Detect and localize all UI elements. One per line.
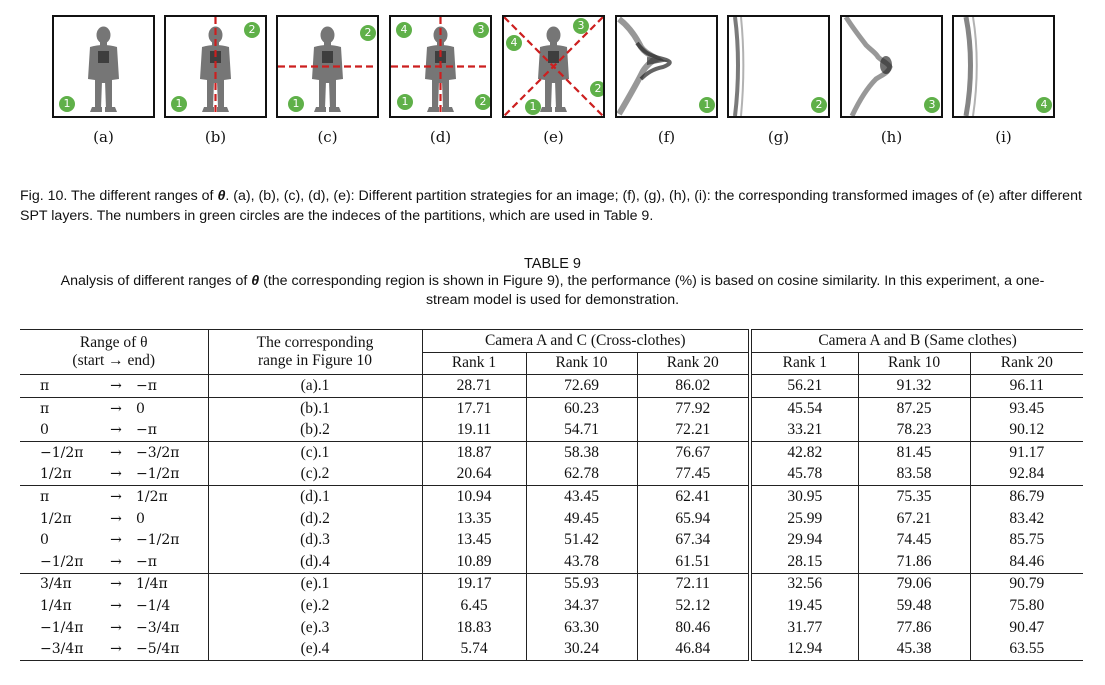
header-range-line2: (start → end)	[72, 352, 156, 370]
figure-range-cell: (b).2	[208, 419, 422, 441]
header-range	[20, 330, 208, 375]
figure-range-cell: (d).2	[208, 508, 422, 530]
range-end: −3/4π	[136, 619, 180, 636]
range-cell	[20, 397, 208, 419]
cross-rank-value: 63.30	[526, 617, 637, 639]
header-corr-line2: range in Figure 10	[257, 352, 373, 370]
range-start: −1/2π	[40, 553, 84, 570]
cross-rank-value: 86.02	[637, 375, 750, 398]
panel-e-person-image	[502, 15, 605, 118]
cross-rank-value: 62.78	[526, 464, 637, 486]
range-end: −1/2π	[136, 466, 180, 483]
same-rank-value: 63.55	[970, 638, 1083, 660]
same-rank-value: 67.21	[858, 508, 970, 530]
same-rank-value: 75.80	[970, 595, 1083, 617]
header-group-cross-clothes: Camera A and C (Cross-clothes)	[422, 330, 750, 353]
right-arrow-icon: →	[110, 553, 122, 570]
cross-rank-value: 76.67	[637, 441, 750, 463]
range-start: −1/2π	[40, 444, 84, 461]
same-rank-value: 77.86	[858, 617, 970, 639]
panel-h-transformed-image	[840, 15, 943, 118]
cross-rank-value: 13.45	[422, 529, 526, 551]
cross-rank-value: 17.71	[422, 397, 526, 419]
cross-rank-value: 43.78	[526, 551, 637, 573]
caption-theta: θ	[217, 188, 226, 204]
range-end: 1/4π	[136, 576, 168, 593]
table-row	[20, 573, 1083, 595]
cross-rank-value: 6.45	[422, 595, 526, 617]
cross-rank-value: 62.41	[637, 486, 750, 508]
badge-e-4: 4	[506, 35, 522, 51]
figure-range-cell: (d).4	[208, 551, 422, 573]
range-end: −π	[136, 377, 157, 394]
subfig-label-a: (a)	[93, 128, 114, 146]
same-rank-value: 33.21	[750, 419, 858, 441]
same-rank-value: 90.47	[970, 617, 1083, 639]
cross-rank-value: 18.87	[422, 441, 526, 463]
header-range-line1: Range of θ	[79, 334, 148, 352]
same-rank-value: 75.35	[858, 486, 970, 508]
same-rank-value: 59.48	[858, 595, 970, 617]
same-rank-value: 86.79	[970, 486, 1083, 508]
table-row	[20, 638, 1083, 660]
badge-g-2: 2	[811, 97, 827, 113]
table-caption-body: (the corresponding region is shown in Figure 9), the performance (%) is based on cosine similarity. In this experiment, a one-stream model is used for demonstration.	[259, 273, 1045, 308]
table-body	[20, 375, 1083, 661]
range-end: 0	[136, 510, 145, 527]
panel-g-transformed-image	[727, 15, 830, 118]
right-arrow-icon: →	[110, 532, 122, 549]
panel-f-transformed-image	[615, 15, 718, 118]
table-row	[20, 441, 1083, 463]
right-arrow-icon: →	[110, 444, 122, 461]
range-start: π	[40, 488, 50, 505]
same-rank-value: 45.38	[858, 638, 970, 660]
subfig-label-h: (h)	[880, 128, 903, 146]
subfig-label-g: (g)	[767, 128, 790, 146]
range-cell	[20, 419, 208, 441]
figure-range-cell: (c).1	[208, 441, 422, 463]
table-row	[20, 375, 1083, 398]
range-end: −π	[136, 553, 157, 570]
same-rank-value: 74.45	[858, 529, 970, 551]
same-rank-value: 93.45	[970, 397, 1083, 419]
subfig-label-e: (e)	[543, 128, 564, 146]
cross-rank-value: 51.42	[526, 529, 637, 551]
figure-range-cell: (e).2	[208, 595, 422, 617]
same-rank-value: 83.58	[858, 464, 970, 486]
results-table	[20, 329, 1083, 661]
same-rank-value: 90.79	[970, 573, 1083, 595]
table-row	[20, 419, 1083, 441]
panel-a-person-image	[52, 15, 155, 118]
subfig-label-c: (c)	[317, 128, 338, 146]
range-end: −1/2π	[136, 532, 180, 549]
same-rank-value: 81.45	[858, 441, 970, 463]
cross-rank-value: 77.45	[637, 464, 750, 486]
badge-f-1: 1	[699, 97, 715, 113]
cross-rank-value: 19.11	[422, 419, 526, 441]
cross-rank-value: 54.71	[526, 419, 637, 441]
same-rank-value: 31.77	[750, 617, 858, 639]
range-cell	[20, 464, 208, 486]
same-rank-value: 91.17	[970, 441, 1083, 463]
same-rank-value: 12.94	[750, 638, 858, 660]
right-arrow-icon: →	[110, 619, 122, 636]
badge-b-1: 1	[171, 96, 187, 112]
table-row	[20, 529, 1083, 551]
panel-i-transformed-image	[952, 15, 1055, 118]
subheader-cross-rank: Rank 1	[422, 352, 526, 375]
cross-rank-value: 77.92	[637, 397, 750, 419]
subheader-cross-rank: Rank 20	[637, 352, 750, 375]
same-rank-value: 85.75	[970, 529, 1083, 551]
range-start: 1/2π	[40, 466, 72, 483]
same-rank-value: 28.15	[750, 551, 858, 573]
range-cell	[20, 486, 208, 508]
cross-rank-value: 43.45	[526, 486, 637, 508]
cross-rank-value: 10.89	[422, 551, 526, 573]
cross-rank-value: 72.21	[637, 419, 750, 441]
same-rank-value: 71.86	[858, 551, 970, 573]
cross-rank-value: 34.37	[526, 595, 637, 617]
range-end: −3/2π	[136, 444, 180, 461]
panel-b-person-image	[164, 15, 267, 118]
same-rank-value: 45.78	[750, 464, 858, 486]
right-arrow-icon: →	[110, 641, 122, 658]
badge-d-3: 3	[473, 22, 489, 38]
badge-e-1: 1	[525, 99, 541, 115]
same-rank-value: 19.45	[750, 595, 858, 617]
table-row	[20, 508, 1083, 530]
badge-d-2: 2	[475, 94, 491, 110]
cross-rank-value: 58.38	[526, 441, 637, 463]
same-rank-value: 25.99	[750, 508, 858, 530]
figure-range-cell: (e).1	[208, 573, 422, 595]
range-end: 1/2π	[136, 488, 168, 505]
same-rank-value: 42.82	[750, 441, 858, 463]
header-corr-line1: The corresponding	[256, 334, 374, 352]
header-group-same-clothes: Camera A and B (Same clothes)	[750, 330, 1083, 353]
panel-d-person-image	[389, 15, 492, 118]
cross-rank-value: 13.35	[422, 508, 526, 530]
cross-rank-value: 19.17	[422, 573, 526, 595]
subfig-label-f: (f)	[657, 128, 676, 146]
table-caption	[40, 272, 1065, 310]
badge-d-4: 4	[396, 22, 412, 38]
same-rank-value: 32.56	[750, 573, 858, 595]
same-rank-value: 87.25	[858, 397, 970, 419]
right-arrow-icon: →	[110, 466, 122, 483]
person-silhouette-icon	[504, 17, 603, 116]
same-rank-value: 84.46	[970, 551, 1083, 573]
cross-rank-value: 67.34	[637, 529, 750, 551]
badge-a-1: 1	[59, 96, 75, 112]
table-row	[20, 464, 1083, 486]
subfig-label-b: (b)	[204, 128, 227, 146]
range-cell	[20, 595, 208, 617]
cross-rank-value: 20.64	[422, 464, 526, 486]
range-end: 0	[136, 400, 145, 417]
range-start: π	[40, 377, 50, 394]
subheader-same-rank: Rank 1	[750, 352, 858, 375]
badge-i-4: 4	[1036, 97, 1052, 113]
same-rank-value: 56.21	[750, 375, 858, 398]
table-header	[20, 330, 1083, 375]
figure-range-cell: (d).3	[208, 529, 422, 551]
range-cell	[20, 573, 208, 595]
badge-e-2: 2	[590, 81, 605, 97]
cross-rank-value: 55.93	[526, 573, 637, 595]
same-rank-value: 92.84	[970, 464, 1083, 486]
cross-rank-value: 10.94	[422, 486, 526, 508]
range-cell	[20, 375, 208, 398]
same-rank-value: 90.12	[970, 419, 1083, 441]
subfig-label-d: (d)	[429, 128, 452, 146]
panel-c-person-image	[276, 15, 379, 118]
cross-rank-value: 49.45	[526, 508, 637, 530]
caption-body: . (a), (b), (c), (d), (e): Different partition strategies for an image; (f), (g), (h), (i): the corresponding transformed images of (e) after different SPT layers. The numbers in green circles are the indeces of the partitions, which are used in Table 9.	[20, 188, 1082, 224]
badge-b-2: 2	[244, 22, 260, 38]
badge-e-3: 3	[573, 18, 589, 34]
badge-h-3: 3	[924, 97, 940, 113]
figure-range-cell: (e).3	[208, 617, 422, 639]
range-start: 3/4π	[40, 576, 72, 593]
subheader-same-rank: Rank 20	[970, 352, 1083, 375]
figure-range-cell: (c).2	[208, 464, 422, 486]
cross-rank-value: 80.46	[637, 617, 750, 639]
range-start: −3/4π	[40, 641, 84, 658]
table-title: TABLE 9	[524, 256, 581, 272]
figure-range-cell: (d).1	[208, 486, 422, 508]
range-cell	[20, 441, 208, 463]
range-cell	[20, 508, 208, 530]
table-row	[20, 551, 1083, 573]
right-arrow-icon: →	[110, 422, 122, 439]
cross-rank-value: 28.71	[422, 375, 526, 398]
right-arrow-icon: →	[110, 597, 122, 614]
cross-rank-value: 30.24	[526, 638, 637, 660]
range-end: −1/4	[136, 597, 171, 614]
cross-rank-value: 5.74	[422, 638, 526, 660]
cross-rank-value: 60.23	[526, 397, 637, 419]
subheader-cross-rank: Rank 10	[526, 352, 637, 375]
cross-rank-value: 65.94	[637, 508, 750, 530]
right-arrow-icon: →	[110, 377, 122, 394]
range-end: −π	[136, 422, 157, 439]
badge-d-1: 1	[397, 94, 413, 110]
table-row	[20, 617, 1083, 639]
figure-range-cell: (a).1	[208, 375, 422, 398]
range-cell	[20, 638, 208, 660]
range-start: 0	[40, 422, 49, 439]
cross-rank-value: 61.51	[637, 551, 750, 573]
table-row	[20, 595, 1083, 617]
same-rank-value: 79.06	[858, 573, 970, 595]
cross-rank-value: 72.69	[526, 375, 637, 398]
table-caption-theta: θ	[251, 273, 260, 289]
range-start: 1/4π	[40, 597, 72, 614]
range-end: −5/4π	[136, 641, 180, 658]
cross-rank-value: 52.12	[637, 595, 750, 617]
cross-rank-value: 72.11	[637, 573, 750, 595]
same-rank-value: 78.23	[858, 419, 970, 441]
range-start: 1/2π	[40, 510, 72, 527]
right-arrow-icon: →	[110, 488, 122, 505]
same-rank-value: 29.94	[750, 529, 858, 551]
figure-range-cell: (b).1	[208, 397, 422, 419]
header-corresponding	[208, 330, 422, 375]
range-cell	[20, 617, 208, 639]
right-arrow-icon: →	[110, 576, 122, 593]
right-arrow-icon: →	[110, 400, 122, 417]
same-rank-value: 30.95	[750, 486, 858, 508]
range-start: −1/4π	[40, 619, 84, 636]
range-cell	[20, 529, 208, 551]
subfig-label-i: (i)	[995, 128, 1012, 146]
subheader-same-rank: Rank 10	[858, 352, 970, 375]
right-arrow-icon: →	[110, 510, 122, 527]
table-row	[20, 397, 1083, 419]
badge-c-2: 2	[360, 25, 376, 41]
range-start: 0	[40, 532, 49, 549]
cross-rank-value: 46.84	[637, 638, 750, 660]
figure-range-cell: (e).4	[208, 638, 422, 660]
table-caption-prefix: Analysis of different ranges of	[60, 273, 252, 289]
figure-caption	[20, 186, 1090, 226]
caption-prefix: Fig. 10. The different ranges of	[20, 188, 218, 204]
same-rank-value: 83.42	[970, 508, 1083, 530]
range-start: π	[40, 400, 50, 417]
range-cell	[20, 551, 208, 573]
table-row	[20, 486, 1083, 508]
same-rank-value: 45.54	[750, 397, 858, 419]
cross-rank-value: 18.83	[422, 617, 526, 639]
badge-c-1: 1	[288, 96, 304, 112]
same-rank-value: 91.32	[858, 375, 970, 398]
same-rank-value: 96.11	[970, 375, 1083, 398]
